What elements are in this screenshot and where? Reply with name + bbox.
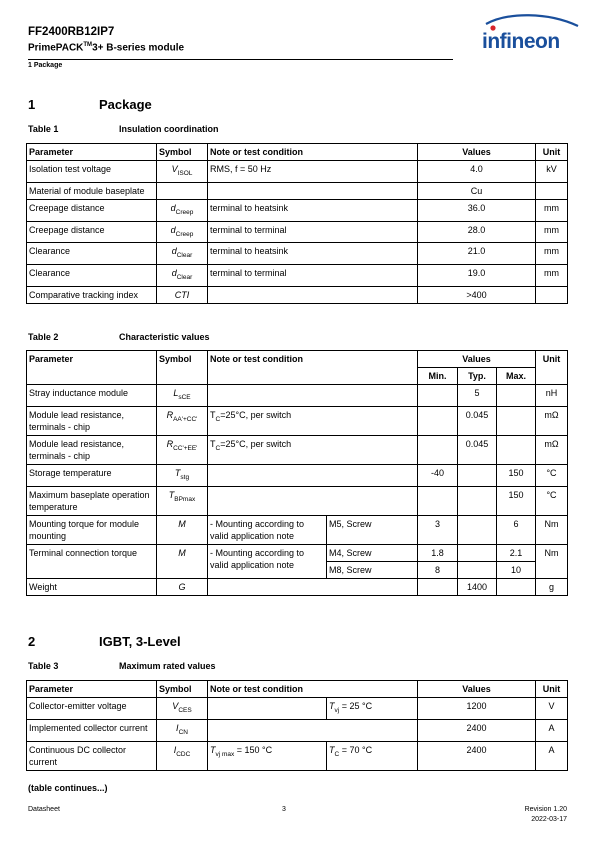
- table-row: [27, 182, 568, 199]
- subtitle-brand: PrimePACK: [28, 42, 84, 54]
- condition-cell: terminal to heatsink: [208, 199, 418, 221]
- max-cell: 150: [497, 486, 536, 515]
- max-cell: [497, 385, 536, 407]
- col-min: Min.: [418, 368, 458, 385]
- unit-cell: mm: [536, 199, 568, 221]
- module-subtitle: [28, 42, 184, 53]
- symbol-cell: G: [157, 578, 208, 595]
- col-condition: Note or test condition: [208, 144, 418, 161]
- section-1-title: Package: [99, 97, 152, 112]
- max-cell: 6: [497, 515, 536, 544]
- symbol-cell: $d_{Clear}$: [157, 265, 208, 287]
- unit-cell: A: [536, 719, 568, 741]
- table-row: [27, 221, 568, 243]
- table-row: [27, 464, 568, 486]
- condition-cell: [208, 578, 418, 595]
- symbol-cell: $V_{CES}$: [157, 698, 208, 720]
- table-row: [27, 544, 568, 561]
- col-values: Values: [418, 144, 536, 161]
- table-row: [27, 265, 568, 287]
- table-3-caption: Maximum rated values: [119, 661, 216, 671]
- symbol-cell: $T_{BPmax}$: [157, 486, 208, 515]
- table-row: [27, 719, 568, 741]
- symbol-cell: CTI: [157, 286, 208, 303]
- typ-cell: 1400: [458, 578, 497, 595]
- table-row: [27, 199, 568, 221]
- table-3-label: Table 3: [28, 661, 59, 671]
- table-row: [27, 243, 568, 265]
- parameter-cell: Stray inductance module: [27, 385, 157, 407]
- condition-cell: [208, 464, 418, 486]
- parameter-cell: Terminal connection torque: [27, 544, 157, 578]
- condition-cell: terminal to heatsink: [208, 243, 418, 265]
- condition-cell: [208, 698, 327, 720]
- screw-cell: M5, Screw: [327, 515, 418, 544]
- section-2-number: 2: [28, 634, 36, 649]
- unit-cell: °C: [536, 486, 568, 515]
- section-2-title: IGBT, 3-Level: [99, 634, 181, 649]
- trademark-mark: TM: [83, 42, 93, 48]
- parameter-cell: Isolation test voltage: [27, 161, 157, 183]
- table-row: [27, 435, 568, 464]
- breadcrumb: 1 Package: [28, 62, 63, 69]
- table-row: [27, 741, 568, 770]
- col-typ: Typ.: [458, 368, 497, 385]
- condition-cell: [208, 182, 418, 199]
- col-unit: Unit: [536, 144, 568, 161]
- parameter-cell: Material of module baseplate: [27, 182, 157, 199]
- unit-cell: nH: [536, 385, 568, 407]
- value-cell: 2400: [418, 741, 536, 770]
- symbol-cell: $V_{ISOL}$: [157, 161, 208, 183]
- max-rated-table: [26, 680, 568, 771]
- unit-cell: Nm: [536, 515, 568, 544]
- symbol-cell: $T_{stg}$: [157, 464, 208, 486]
- col-symbol: Symbol: [157, 681, 208, 698]
- footer-page-number: 3: [282, 806, 286, 813]
- table-row: [27, 406, 568, 435]
- footer-doc-type: Datasheet: [28, 806, 60, 813]
- value-cell: 28.0: [418, 221, 536, 243]
- condition-cell-2: $T_{vj} = 25$ °C: [327, 698, 418, 720]
- min-cell: -40: [418, 464, 458, 486]
- min-cell: [418, 578, 458, 595]
- unit-cell: A: [536, 741, 568, 770]
- unit-cell: mΩ: [536, 435, 568, 464]
- parameter-cell: Implemented collector current: [27, 719, 157, 741]
- typ-cell: 5: [458, 385, 497, 407]
- parameter-cell: Module lead resistance, terminals - chip: [27, 435, 157, 464]
- symbol-cell: $I_{CN}$: [157, 719, 208, 741]
- condition-cell: $T_C=25^\circ C$, per switch: [208, 435, 418, 464]
- condition-cell: RMS, f = 50 Hz: [208, 161, 418, 183]
- screw-cell: M4, Screw: [327, 544, 418, 561]
- typ-cell: [458, 486, 497, 515]
- part-number: FF2400RB12IP7: [28, 26, 115, 38]
- max-cell: [497, 406, 536, 435]
- value-cell: 1200: [418, 698, 536, 720]
- condition-cell: - Mounting according to valid application note: [208, 544, 327, 578]
- parameter-cell: Module lead resistance, terminals - chip: [27, 406, 157, 435]
- symbol-cell: M: [157, 515, 208, 544]
- symbol-cell: M: [157, 544, 208, 578]
- symbol-cell: $d_{Clear}$: [157, 243, 208, 265]
- unit-cell: °C: [536, 464, 568, 486]
- unit-cell: Nm: [536, 544, 568, 578]
- symbol-cell: [157, 182, 208, 199]
- min-cell: [418, 486, 458, 515]
- table-row: [27, 515, 568, 544]
- footer-date: 2022-03-17: [531, 816, 567, 823]
- condition-cell: [208, 385, 418, 407]
- table-row: [27, 486, 568, 515]
- typ-cell: 0.045: [458, 435, 497, 464]
- table-continues-note: (table continues...): [28, 783, 108, 793]
- symbol-cell: $I_{CDC}$: [157, 741, 208, 770]
- parameter-cell: Clearance: [27, 243, 157, 265]
- parameter-cell: Mounting torque for module mounting: [27, 515, 157, 544]
- typ-cell: [458, 561, 497, 578]
- parameter-cell: Clearance: [27, 265, 157, 287]
- unit-cell: g: [536, 578, 568, 595]
- min-cell: 3: [418, 515, 458, 544]
- parameter-cell: Comparative tracking index: [27, 286, 157, 303]
- value-cell: >400: [418, 286, 536, 303]
- symbol-cell: $R_{AA'+CC'}$: [157, 406, 208, 435]
- unit-cell: mm: [536, 265, 568, 287]
- logo-swoosh: [486, 15, 578, 26]
- parameter-cell: Continuous DC collector current: [27, 741, 157, 770]
- col-values: Values: [418, 351, 536, 368]
- parameter-cell: Creepage distance: [27, 221, 157, 243]
- col-symbol: Symbol: [157, 351, 208, 385]
- col-parameter: Parameter: [27, 681, 157, 698]
- col-parameter: Parameter: [27, 144, 157, 161]
- symbol-cell: $d_{Creep}$: [157, 199, 208, 221]
- symbol-cell: $L_{sCE}$: [157, 385, 208, 407]
- unit-cell: V: [536, 698, 568, 720]
- table-2-caption: Characteristic values: [119, 332, 210, 342]
- unit-cell: [536, 182, 568, 199]
- max-cell: 10: [497, 561, 536, 578]
- subtitle-series: 3+ B-series module: [92, 42, 185, 54]
- col-condition: Note or test condition: [208, 681, 418, 698]
- table-1-caption: Insulation coordination: [119, 124, 219, 134]
- value-cell: Cu: [418, 182, 536, 199]
- unit-cell: mΩ: [536, 406, 568, 435]
- value-cell: 2400: [418, 719, 536, 741]
- condition-cell: $T_{vj max} = 150$ °C: [208, 741, 327, 770]
- table-2-label: Table 2: [28, 332, 59, 342]
- col-symbol: Symbol: [157, 144, 208, 161]
- value-cell: 36.0: [418, 199, 536, 221]
- max-cell: [497, 578, 536, 595]
- header-rule: [28, 59, 453, 60]
- condition-cell: terminal to terminal: [208, 221, 418, 243]
- symbol-cell: $R_{CC'+EE'}$: [157, 435, 208, 464]
- condition-cell: [208, 286, 418, 303]
- typ-cell: [458, 544, 497, 561]
- min-cell: [418, 385, 458, 407]
- condition-cell-2: $T_C = 70$ °C: [327, 741, 418, 770]
- parameter-cell: Collector-emitter voltage: [27, 698, 157, 720]
- col-unit: Unit: [536, 681, 568, 698]
- col-values: Values: [418, 681, 536, 698]
- table-row: [27, 385, 568, 407]
- screw-cell: M8, Screw: [327, 561, 418, 578]
- insulation-table: [26, 143, 568, 304]
- unit-cell: kV: [536, 161, 568, 183]
- min-cell: 8: [418, 561, 458, 578]
- symbol-cell: $d_{Creep}$: [157, 221, 208, 243]
- value-cell: 4.0: [418, 161, 536, 183]
- section-1-number: 1: [28, 97, 36, 112]
- table-1-label: Table 1: [28, 124, 59, 134]
- col-condition: Note or test condition: [208, 351, 418, 385]
- table-row: [27, 698, 568, 720]
- parameter-cell: Storage temperature: [27, 464, 157, 486]
- table-row: [27, 161, 568, 183]
- condition-cell: [208, 719, 418, 741]
- condition-cell: terminal to terminal: [208, 265, 418, 287]
- value-cell: 21.0: [418, 243, 536, 265]
- unit-cell: [536, 286, 568, 303]
- col-parameter: Parameter: [27, 351, 157, 385]
- characteristic-table: [26, 350, 568, 596]
- table-row: [27, 578, 568, 595]
- parameter-cell: Weight: [27, 578, 157, 595]
- unit-cell: mm: [536, 243, 568, 265]
- footer-revision: Revision 1.20: [524, 806, 567, 813]
- unit-cell: mm: [536, 221, 568, 243]
- condition-cell: $T_C=25^\circ C$, per switch: [208, 406, 418, 435]
- logo-text: infineon: [482, 30, 560, 53]
- min-cell: [418, 435, 458, 464]
- col-unit: Unit: [536, 351, 568, 385]
- condition-cell: [208, 486, 418, 515]
- typ-cell: [458, 515, 497, 544]
- max-cell: 2.1: [497, 544, 536, 561]
- parameter-cell: Creepage distance: [27, 199, 157, 221]
- min-cell: 1.8: [418, 544, 458, 561]
- infineon-logo: [478, 14, 582, 58]
- typ-cell: [458, 464, 497, 486]
- table-row: [27, 286, 568, 303]
- max-cell: [497, 435, 536, 464]
- col-max: Max.: [497, 368, 536, 385]
- max-cell: 150: [497, 464, 536, 486]
- min-cell: [418, 406, 458, 435]
- condition-cell: - Mounting according to valid application note: [208, 515, 327, 544]
- parameter-cell: Maximum baseplate operation temperature: [27, 486, 157, 515]
- typ-cell: 0.045: [458, 406, 497, 435]
- value-cell: 19.0: [418, 265, 536, 287]
